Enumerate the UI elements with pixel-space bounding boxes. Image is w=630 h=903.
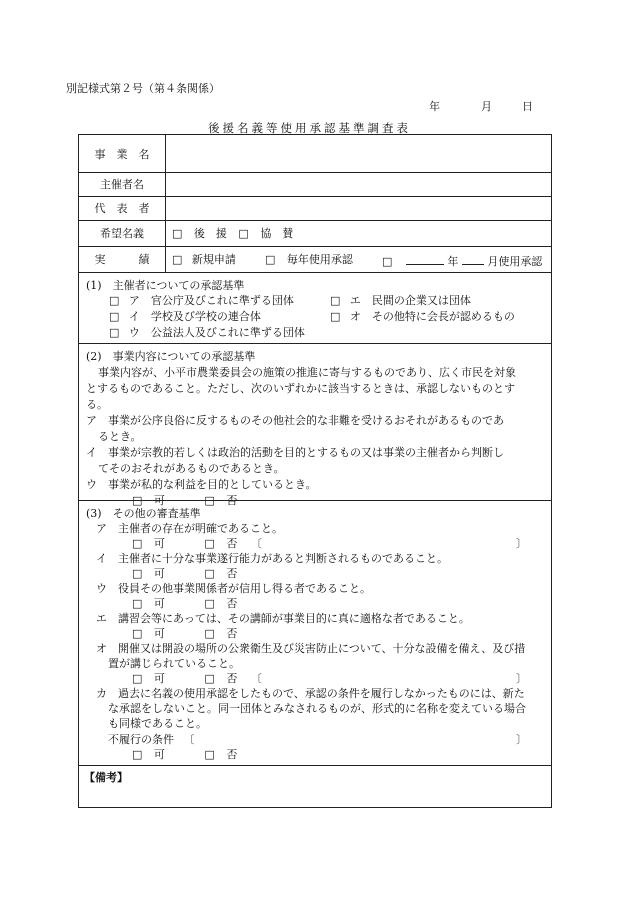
event-name-label: 事 業 名 bbox=[94, 148, 150, 161]
section3-choice-row bbox=[132, 537, 262, 551]
hi-checkbox[interactable]: □ bbox=[204, 537, 215, 550]
bracket-close: 〕 bbox=[516, 672, 527, 685]
hi-checkbox[interactable]: □ bbox=[204, 627, 215, 640]
hi-checkbox[interactable]: □ bbox=[204, 567, 215, 580]
section2-item-i-cont: てそのおそれがあるものであるとき。 bbox=[98, 462, 285, 475]
section-divider bbox=[78, 343, 552, 344]
ka-checkbox[interactable]: □ bbox=[132, 537, 143, 550]
label-column-divider bbox=[165, 134, 166, 273]
option-i-checkbox[interactable]: □ bbox=[109, 310, 120, 323]
section3-choice-row bbox=[132, 627, 237, 641]
row-divider bbox=[78, 196, 552, 197]
every-year-label: 毎年使用承認 bbox=[286, 253, 353, 266]
organizer-name-label: 主催者名 bbox=[100, 178, 144, 191]
hi-checkbox[interactable]: □ bbox=[204, 672, 215, 685]
section3-choice-row bbox=[132, 672, 262, 686]
row-divider bbox=[78, 220, 552, 221]
section1-option-o bbox=[330, 310, 515, 324]
specific-year-checkbox[interactable]: □ bbox=[382, 255, 393, 268]
option-a-label: ア 官公庁及びこれに準ずる団体 bbox=[128, 294, 294, 307]
date-year-label: 年 bbox=[429, 100, 440, 113]
section3-heading: (3) その他の審査基準 bbox=[86, 507, 201, 520]
bracket-close: 〕 bbox=[516, 733, 527, 746]
bracket-close: 〕 bbox=[516, 537, 527, 550]
section1-option-a bbox=[109, 294, 294, 308]
every-year-option bbox=[265, 253, 353, 267]
hi-checkbox[interactable]: □ bbox=[204, 597, 215, 610]
ka-checkbox[interactable]: □ bbox=[132, 494, 143, 507]
ka-checkbox[interactable]: □ bbox=[132, 597, 143, 610]
row-divider bbox=[78, 172, 552, 173]
section2-item-a-cont: るとき。 bbox=[98, 430, 142, 443]
option-o-checkbox[interactable]: □ bbox=[330, 310, 341, 323]
hi-label: 否 bbox=[226, 537, 238, 550]
hi-label: 否 bbox=[226, 494, 238, 507]
bracket-open: 〔 bbox=[250, 672, 262, 685]
requested-name-options bbox=[172, 227, 293, 241]
option-o-label: オ その他特に会長が認めるもの bbox=[349, 310, 515, 323]
option-e-checkbox[interactable]: □ bbox=[330, 294, 341, 307]
section2-item-u: ウ 事業が私的な利益を目的としているとき。 bbox=[86, 478, 317, 491]
month-blank[interactable] bbox=[462, 253, 484, 265]
ka-label: 可 bbox=[153, 494, 165, 507]
section2-heading: (2) 事業内容についての承認基準 bbox=[86, 350, 256, 363]
form-label: 別記様式第２号（第４条関係） bbox=[66, 82, 220, 95]
koen-option-label: 後 援 bbox=[193, 227, 227, 240]
section3-item-o: オ 開催又は開設の場所の公衆衛生及び災害防止について、十分な設備を備え、及び措 bbox=[96, 642, 526, 655]
section3-choice-row bbox=[132, 567, 237, 581]
section2-item-a: ア 事業が公序良俗に反するものその他社会的な非難を受けるおそれがあるものであ bbox=[86, 414, 504, 427]
hi-label: 否 bbox=[226, 627, 238, 640]
non-fulfillment-row bbox=[108, 733, 195, 747]
hi-label: 否 bbox=[226, 567, 238, 580]
remarks-label: 【備考】 bbox=[84, 771, 128, 784]
option-a-checkbox[interactable]: □ bbox=[109, 294, 120, 307]
section2-intro-line: 事業内容が、小平市農業委員会の施策の推進に寄与するものであり、広く市民を対象 bbox=[98, 366, 516, 379]
track-record-label: 実 績 bbox=[94, 253, 150, 266]
date-month-label: 月 bbox=[481, 100, 492, 113]
option-u-label: ウ 公益法人及びこれに準ずる団体 bbox=[128, 326, 305, 339]
representative-label: 代 表 者 bbox=[94, 202, 150, 215]
section-divider bbox=[78, 272, 552, 273]
ka-checkbox[interactable]: □ bbox=[132, 627, 143, 640]
ka-checkbox[interactable]: □ bbox=[132, 672, 143, 685]
non-fulfillment-label: 不履行の条件 bbox=[108, 733, 174, 746]
section3-item-ka: カ 過去に名義の使用承認をしたもので、承認の条件を履行しなかったものには、新た bbox=[96, 687, 525, 700]
every-year-checkbox[interactable]: □ bbox=[265, 253, 276, 266]
section3-item-e: エ 講習会等にあっては、その講師が事業目的に真に適格な者であること。 bbox=[96, 612, 470, 625]
hi-checkbox[interactable]: □ bbox=[204, 748, 215, 761]
new-application-checkbox[interactable]: □ bbox=[172, 253, 183, 266]
bracket-open: 〔 bbox=[250, 537, 262, 550]
ka-checkbox[interactable]: □ bbox=[132, 567, 143, 580]
section2-item-i: イ 事業が宗教的若しくは政治的活動を目的とするもの又は事業の主催者から判断し bbox=[86, 446, 504, 459]
section2-choice-row bbox=[132, 494, 237, 508]
section3-item-i: イ 主催者に十分な事業遂行能力があると判断されるものであること。 bbox=[96, 552, 448, 565]
section3-choice-row bbox=[132, 597, 237, 611]
bracket-open: 〔 bbox=[183, 733, 195, 746]
document-title: 後援名義等使用承認基準調査表 bbox=[208, 121, 411, 135]
year-suffix-label: 年 bbox=[447, 255, 459, 268]
kyosan-checkbox[interactable]: □ bbox=[238, 227, 249, 240]
section1-option-e bbox=[330, 294, 471, 308]
year-blank[interactable] bbox=[406, 253, 444, 265]
kyosan-option-label: 協 賛 bbox=[260, 227, 294, 240]
option-i-label: イ 学校及び学校の連合体 bbox=[128, 310, 261, 323]
ka-label: 可 bbox=[153, 627, 165, 640]
section3-item-u: ウ 役員その他事業関係者が信用し得る者であること。 bbox=[96, 582, 371, 595]
section1-option-u bbox=[109, 326, 305, 340]
new-application-label: 新規申請 bbox=[191, 253, 236, 266]
ka-checkbox[interactable]: □ bbox=[132, 748, 143, 761]
ka-label: 可 bbox=[153, 567, 165, 580]
month-suffix-label: 月使用承認 bbox=[487, 255, 543, 268]
section3-item-a: ア 主催者の存在が明確であること。 bbox=[96, 522, 283, 535]
section2-intro-line: とするものであること。ただし、次のいずれかに該当するときは、承認しないものとす bbox=[86, 382, 515, 395]
specific-year-option bbox=[382, 253, 542, 269]
section3-item-ka-cont: な承認をしないこと。同一団体とみなされるものが、形式的に名称を変えている場合 bbox=[108, 702, 526, 715]
option-e-label: エ 民間の企業又は団体 bbox=[349, 294, 471, 307]
section3-item-o-cont: 置が講じられていること。 bbox=[108, 657, 240, 670]
ka-label: 可 bbox=[153, 597, 165, 610]
koen-checkbox[interactable]: □ bbox=[172, 227, 183, 240]
section1-option-i bbox=[109, 310, 261, 324]
section2-intro-line: る。 bbox=[86, 398, 108, 411]
ka-label: 可 bbox=[153, 672, 165, 685]
section-divider bbox=[78, 765, 552, 766]
row-divider bbox=[78, 246, 552, 247]
hi-label: 否 bbox=[226, 748, 238, 761]
date-day-label: 日 bbox=[522, 100, 533, 113]
section3-item-ka-cont: も同様であること。 bbox=[108, 717, 207, 730]
section1-heading: (1) 主催者についての承認基準 bbox=[86, 279, 245, 292]
requested-name-label: 希望名義 bbox=[100, 227, 144, 240]
section3-choice-row bbox=[132, 748, 237, 762]
option-u-checkbox[interactable]: □ bbox=[109, 326, 120, 339]
ka-label: 可 bbox=[153, 537, 165, 550]
hi-checkbox[interactable]: □ bbox=[204, 494, 215, 507]
hi-label: 否 bbox=[226, 597, 238, 610]
hi-label: 否 bbox=[226, 672, 238, 685]
track-record-options bbox=[172, 253, 236, 267]
ka-label: 可 bbox=[153, 748, 165, 761]
